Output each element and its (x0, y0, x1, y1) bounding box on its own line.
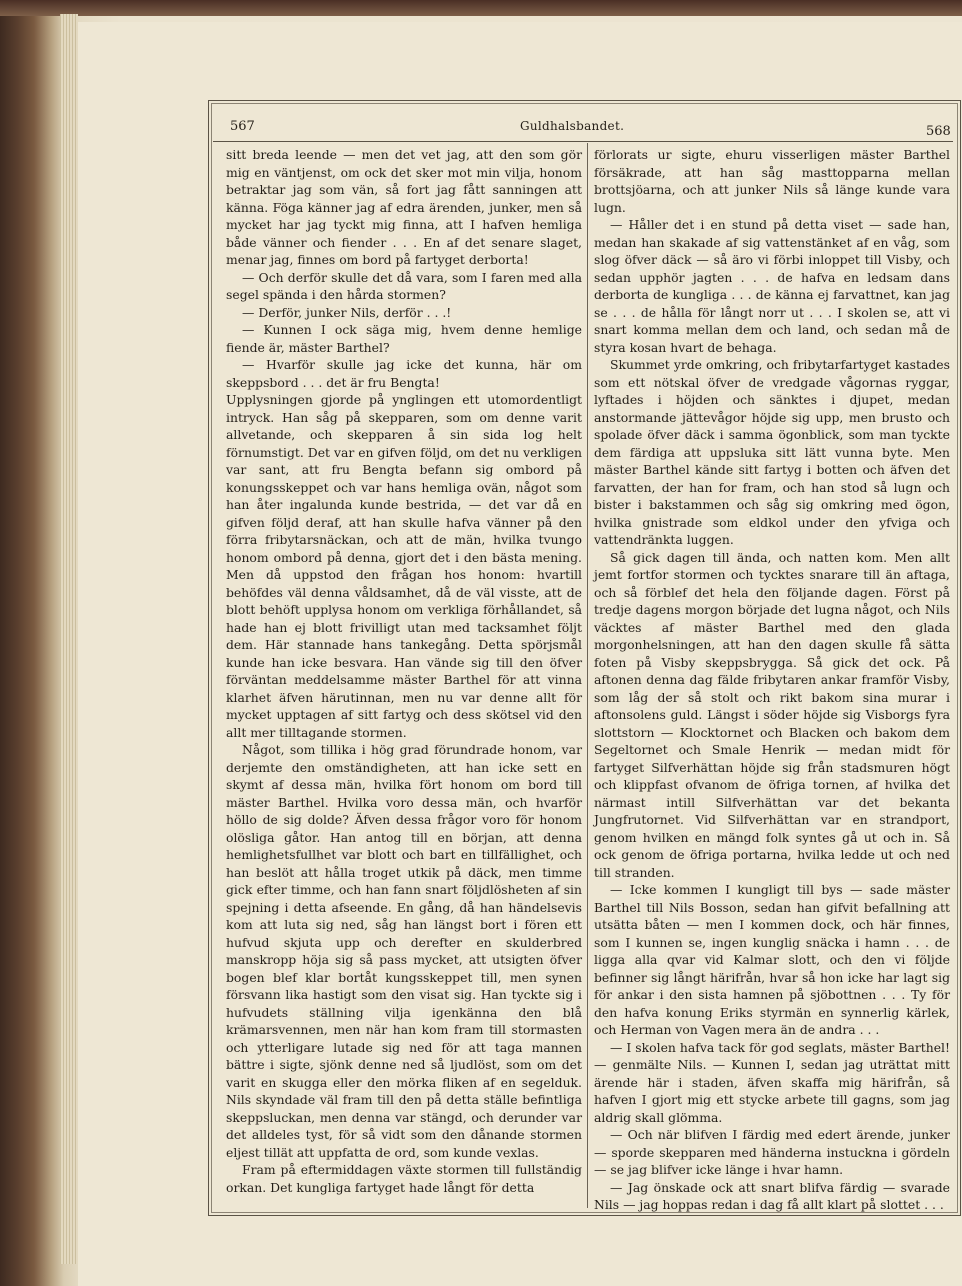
paragraph: — Derför, junker Nils, derför . . .! (242, 304, 452, 320)
paragraph: — Och derför skulle det då vara, som I faren med alla segel spända i den hårda stormen? (226, 269, 582, 302)
running-title: Guldhalsbandet. (520, 119, 625, 133)
text-column-right (594, 146, 950, 1214)
paragraph: Något, som tillika i hög grad förundrade honom, var derjemte den omständigheten, att han icke sett en skymt af dessa män, hvilka fört honom om bord till mäster Barthel. Hvilka voro dessa män, och hvarför höllo de sig dolde? Äfven dessa frågor voro för honom olösliga gåtor. Han antog till en början, att denna hemlighetsfullhet var blott och bart en tillfällighet, och han beslöt att hålla troget utkik på däck, men timme gick efter timme, och han fann snart följdlösheten af sin spejning i detta afseende. En gång, då han händelsevis kom att luta sig ned, såg han längst bort i fören ett hufvud skjuta upp och derefter en skulderbred manskropp höja sig så pass mycket, att utsigten öfver bogen blef klar bortåt kungsskeppet till, men synen försvann lika hastigt som den visat sig. Han tyckte sig i hufvudets ställning vilja igenkänna den blå krämarsvennen, men när han kom fram till stormasten och ytterligare lutade sig ned för att taga mannen bättre i sigte, sjönk denne ned så ljudlöst, som om det varit en skugga eller den mörka fliken af en segelduk. Nils skyndade väl fram till den på detta ställe befintliga skeppsluckan, men denna var stängd, och derunder var det alldeles tyst, för så vidt som den dånande stormen eljest tillät att uppfatta de ord, som kunde vexlas. (226, 742, 582, 1160)
paragraph: Skummet yrde omkring, och fribytarfartyget kastades som ett nötskal öfver de vredgade vågornas ryggar, lyftades i höjden och sänktes i djupet, medan anstormande jättevågor höjde sig upp, men brusto och spolade öfver däck i samma ögonblick, som man tyckte dem färdiga att uppsluka sitt lätt vunna byte. Men mäster Barthel kände sitt fartyg i botten och äfven det farvatten, der han for fram, och han stod så lugn och bister i bakstammen och såg sig omkring med ögon, hvilka gnistrade som eldkol under den yfviga och vattendränkta luggen. (594, 357, 950, 547)
paragraph: — Hvarför skulle jag icke det kunna, här om skeppsbord . . . det är fru Bengta! (226, 357, 582, 390)
paragraph: — Kunnen I ock säga mig, hvem denne hemlige fiende är, mäster Barthel? (226, 322, 582, 355)
paragraph: Upplysningen gjorde på ynglingen ett utomordentligt intryck. Han såg på skepparen, som om denne varit allvetande, och skepparen å sin sida log helt förnumstigt. Det var en gifven följd, om det nu verkligen var sant, att fru Bengta befann sig ombord på konungsskeppet och var hans hemliga ovän, något som han åter ingalunda kunde bestrida, — det var då en gifven följd deraf, att han skulle hafva vänner på den förra fribytarsnäckan, och att de män, hvilka tvungo honom ombord på denna, gjort det i den bästa mening. Men då uppstod den frågan hos honom: hvartill behöfdes väl denna våldsamhet, då de väl visste, att de blott behöft upplysa honom om verkliga förhållandet, så hade han ej blott frivilligt utan med tacksamhet följt dem. Här stannade hans tankegång. Detta spörjsmål kunde han icke besvara. Han vände sig till den öfver förväntan meddelsamme mäster Barthel för att vinna klarhet äfven härutinnan, men nu var denne allt för mycket upptagen af sitt fartyg och dess skötsel vid den allt mer tilltagande stormen. (226, 392, 583, 740)
page-number-left: 567 (230, 119, 255, 134)
page-number-right: 568 (926, 124, 951, 139)
paragraph: — Håller det i en stund på detta viset — sade han, medan han skakade af sig vattenstänket af en våg, som slog öfver däck — så äro vi förbi inloppet till Visby, och sedan upphör jagten . . . de hafva en ledsam dans derborta de kungliga . . . de känna ej farvattnet, kan jag se . . . de hålla för långt norr ut . . . I skolen se, att vi snart komma mellan dem och land, och sedan må de styra kosan hvart de behaga. (594, 217, 950, 355)
text-column-left (226, 146, 582, 1196)
page-edges (60, 14, 78, 1264)
book-cover-edge (0, 0, 962, 16)
paragraph: sitt breda leende — men det vet jag, att den som gör mig en väntjenst, om ock det sker mot min vilja, honom betraktar jag som vän, så fort jag fått sanningen att känna. Föga känner jag af edra ärenden, junker, men så mycket har jag tyckt mig finna, att I hafven hemliga både vänner och fiender . . . En af det senare slaget, menar jag, finnes om bord på fartyget derborta! (226, 147, 582, 267)
paragraph: — I skolen hafva tack för god seglats, mäster Barthel! — genmälte Nils. — Kunnen I, sedan jag uträttat mitt ärende här i staden, äfven skaffa mig härifrån, så hafven I gjort mig ett stycke arbete till gagns, som jag aldrig skall glömma. (594, 1039, 950, 1125)
paragraph: Fram på eftermiddagen växte stormen till fullständig orkan. Det kungliga fartyget hade långt för detta (226, 1162, 582, 1195)
header-rule (213, 141, 953, 142)
paragraph: — Och när blifven I färdig med edert ärende, junker — sporde skepparen med händerna instuckna i gördeln — se jag blifver icke länge i hvar hamn. (594, 1127, 950, 1177)
paragraph: Så gick dagen till ända, och natten kom. Men allt jemt fortfor stormen och tycktes snarare till än aftaga, och så förblef det hela den följande dagen. Först på tredje dagens morgon började det lugna något, och Nils väcktes af mäster Barthel med den glada morgonhelsningen, att han den dagen skulle få sätta foten på Visby skeppsbrygga. Så gick det ock. På aftonen denna dag fälde fribytaren ankar framför Visby, som låg der så stolt och rikt bakom sina murar i aftonsolens guld. Längst i söder höjde sig Visborgs fyra slottstorn — Klocktornet och Blacken och bakom dem Segeltornet och Smale Henrik — medan midt för fartyget Silfverhättan höjde sig från stadsmuren högt och klippfast ofvanom de öfriga tornen, af hvilka det närmast intill Silfverhättan var det bekanta Jungfrutornet. Vid Silfverhättan var en strandport, genom hvilken en mängd folk syntes gå ut och in. Så ock genom de öfriga portarna, hvilka ledde ut och ned till stranden. (594, 549, 950, 880)
paragraph: — Jag önskade ock att snart blifva färdig — svarade Nils — jag hoppas redan i dag få allt klart på slottet . . . (594, 1179, 950, 1212)
paragraph: — Icke kommen I kungligt till bys — sade mäster Barthel till Nils Bosson, sedan han gifvit befallning att utsätta båten — men I kommen dock, och här finnes, som I kunnen se, ingen kunglig snäcka i hamn . . . de ligga alla qvar vid Kalmar slott, och den vi följde befinner sig långt härifrån, hvar så hon icke har lagt sig för ankar i den sista hamnen på sjöbottnen . . . Ty för den hafva konung Eriks styrmän en synnerlig kärlek, och Herman von Vagen mera än de andra . . . (594, 882, 950, 1037)
paragraph: förlorats ur sigte, ehuru visserligen mäster Barthel försäkrade, att han såg masttopparna mellan brottsjöarna, och att junker Nils så länge kunde vara lugn. (594, 147, 950, 215)
column-rule (587, 143, 588, 1208)
